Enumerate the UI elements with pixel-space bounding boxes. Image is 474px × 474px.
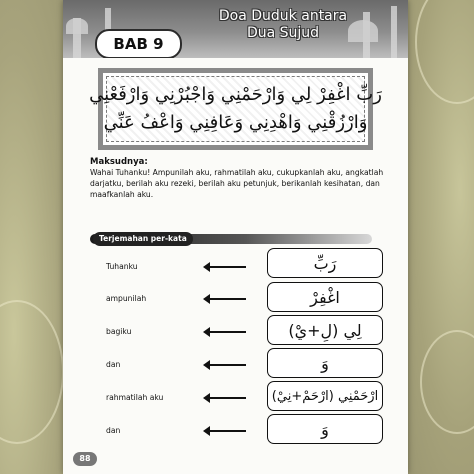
book-page <box>63 0 408 474</box>
chapter-title-line2: Dua Sujud <box>246 25 320 41</box>
chapter-banner <box>63 0 408 58</box>
page-number: 88 <box>73 452 97 466</box>
left-arrow-icon <box>208 266 246 268</box>
word-meaning: dan <box>106 360 121 369</box>
meaning-heading: Maksudnya: <box>90 157 148 167</box>
word-meaning: dan <box>106 426 121 435</box>
word-meaning: ampunilah <box>106 294 147 303</box>
arabic-word-box: وَ <box>267 414 383 444</box>
left-arrow-icon <box>208 331 246 333</box>
left-arrow-icon <box>208 364 246 366</box>
left-arrow-icon <box>208 397 246 399</box>
mosque-dome <box>66 18 88 34</box>
doa-frame <box>89 68 382 150</box>
meaning-text: Wahai Tuhanku! Ampunilah aku, rahmatilah aku, cukupkanlah aku, angkatlah darjatku, berilah aku rezeki, berilah aku petunjuk, berikanlah kesihatan, dan maafkanlah aku. <box>90 168 384 199</box>
arabic-word-box: رَبِّ <box>267 248 383 278</box>
chapter-title-line1: Doa Duduk antara <box>218 8 348 24</box>
arabic-word-box: اغْفِرْ <box>267 282 383 312</box>
left-arrow-icon <box>208 298 246 300</box>
mosque-silhouette <box>391 6 397 58</box>
word-meaning: bagiku <box>106 327 132 336</box>
arabic-word-box: لِي (لِ+يْ) <box>267 315 383 345</box>
word-meaning: Tuhanku <box>106 262 138 271</box>
section-label: Terjemahan per-kata <box>93 232 193 246</box>
arabic-word-box: ارْحَمْنِي (ارْحَمْ+نِيْ) <box>267 381 383 411</box>
doa-line-2: وَارْزُقْنِي وَاهْدِنِي وَعَافِنِي وَاعْفُ عَنِّي <box>103 112 368 133</box>
left-arrow-icon <box>208 430 246 432</box>
doa-line-1: رَبِّ اغْفِرْ لِي وَارْحَمْنِي وَاجْبُرْنِي وَارْفَعْنِي <box>89 84 382 105</box>
arabic-word-box: وَ <box>267 348 383 378</box>
chapter-title <box>203 8 363 42</box>
doa-text-panel <box>89 76 382 142</box>
word-meaning: rahmatilah aku <box>106 393 164 402</box>
chapter-badge: BAB 9 <box>95 29 182 58</box>
